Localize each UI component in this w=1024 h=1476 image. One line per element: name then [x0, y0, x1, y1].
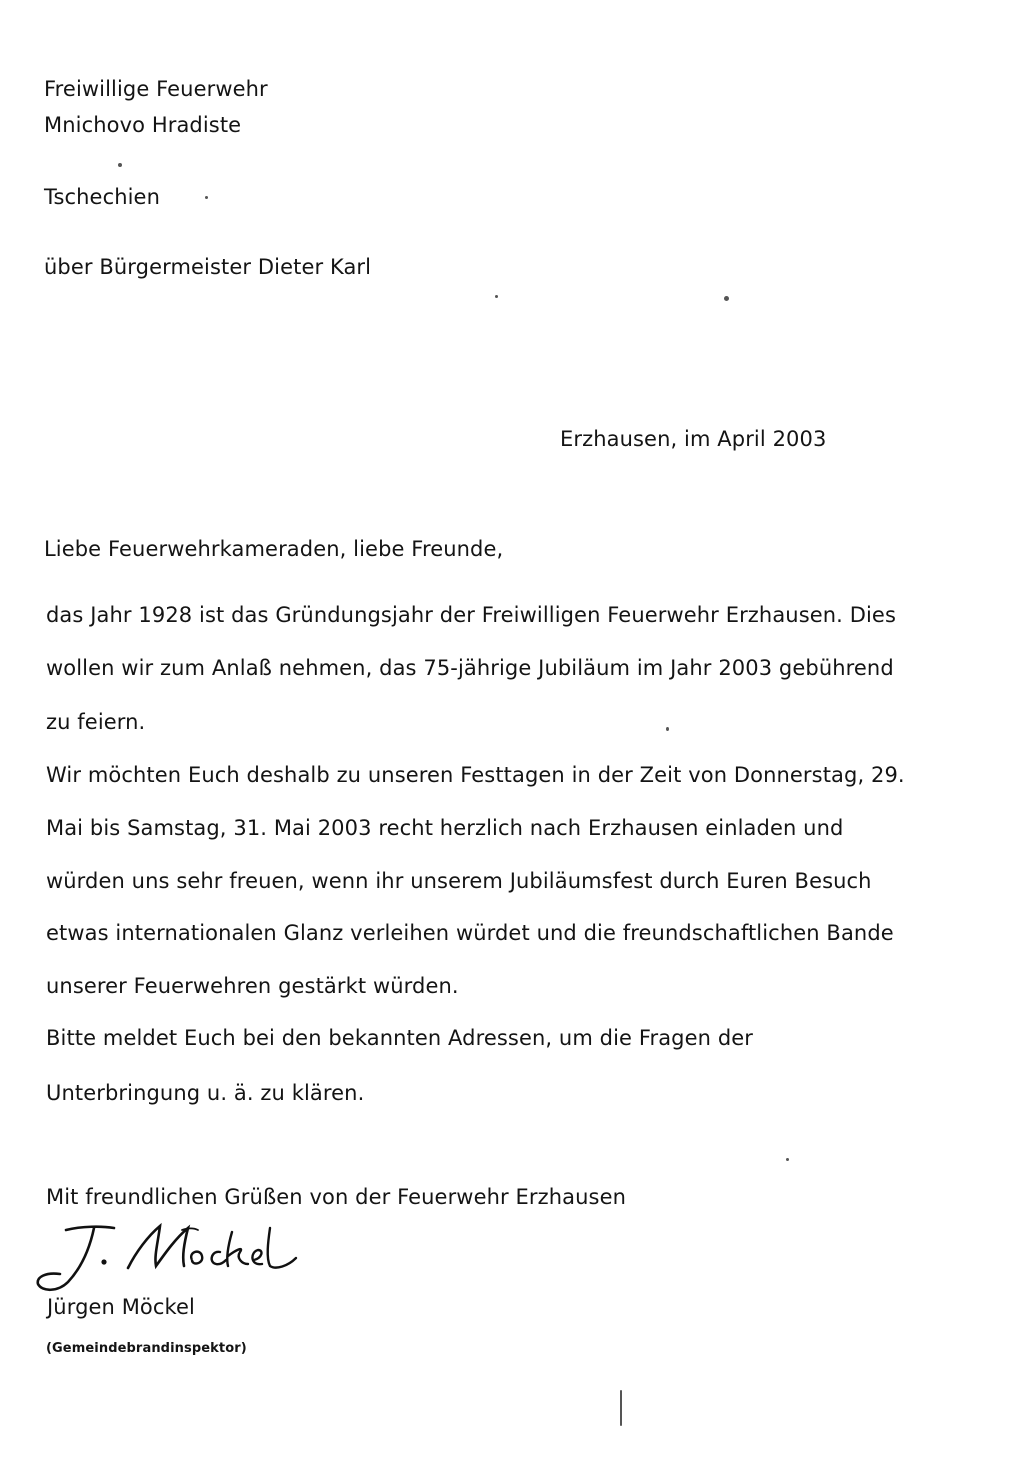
- scan-speck: [620, 1390, 622, 1426]
- body-line: Mai bis Samstag, 31. Mai 2003 recht herzlich nach Erzhausen einladen und: [46, 816, 844, 840]
- recipient-line-1: Freiwillige Feuerwehr: [44, 77, 268, 101]
- body-line: wollen wir zum Anlaß nehmen, das 75-jährige Jubiläum im Jahr 2003 gebührend: [46, 656, 894, 680]
- body-line: etwas internationalen Glanz verleihen würdet und die freundschaftlichen Bande: [46, 921, 894, 945]
- recipient-line-2: Mnichovo Hradiste: [44, 113, 242, 137]
- body-line: Bitte meldet Euch bei den bekannten Adressen, um die Fragen der: [46, 1026, 754, 1050]
- signer-name: Jürgen Möckel: [47, 1295, 195, 1319]
- scan-speck: [666, 727, 669, 731]
- signer-title: (Gemeindebrandinspektor): [46, 1341, 247, 1356]
- scan-speck: [118, 163, 122, 167]
- body-line: Wir möchten Euch deshalb zu unseren Festtagen in der Zeit von Donnerstag, 29.: [46, 763, 905, 787]
- scan-speck: [205, 196, 208, 199]
- body-line: unserer Feuerwehren gestärkt würden.: [46, 974, 459, 998]
- recipient-country: Tschechien: [44, 185, 160, 209]
- scan-speck: [724, 296, 729, 301]
- place-date: Erzhausen, im April 2003: [560, 427, 827, 451]
- handwritten-signature: [32, 1222, 302, 1302]
- salutation: Liebe Feuerwehrkameraden, liebe Freunde,: [44, 537, 504, 561]
- scan-speck: [495, 295, 498, 298]
- body-line: würden uns sehr freuen, wenn ihr unserem Jubiläumsfest durch Euren Besuch: [46, 869, 872, 893]
- body-line: zu feiern.: [46, 710, 146, 734]
- scan-speck: [786, 1158, 789, 1161]
- body-line: Unterbringung u. ä. zu klären.: [46, 1081, 365, 1105]
- closing: Mit freundlichen Grüßen von der Feuerwehr Erzhausen: [46, 1185, 627, 1209]
- body-line: das Jahr 1928 ist das Gründungsjahr der Freiwilligen Feuerwehr Erzhausen. Dies: [46, 603, 896, 627]
- recipient-via: über Bürgermeister Dieter Karl: [44, 255, 372, 279]
